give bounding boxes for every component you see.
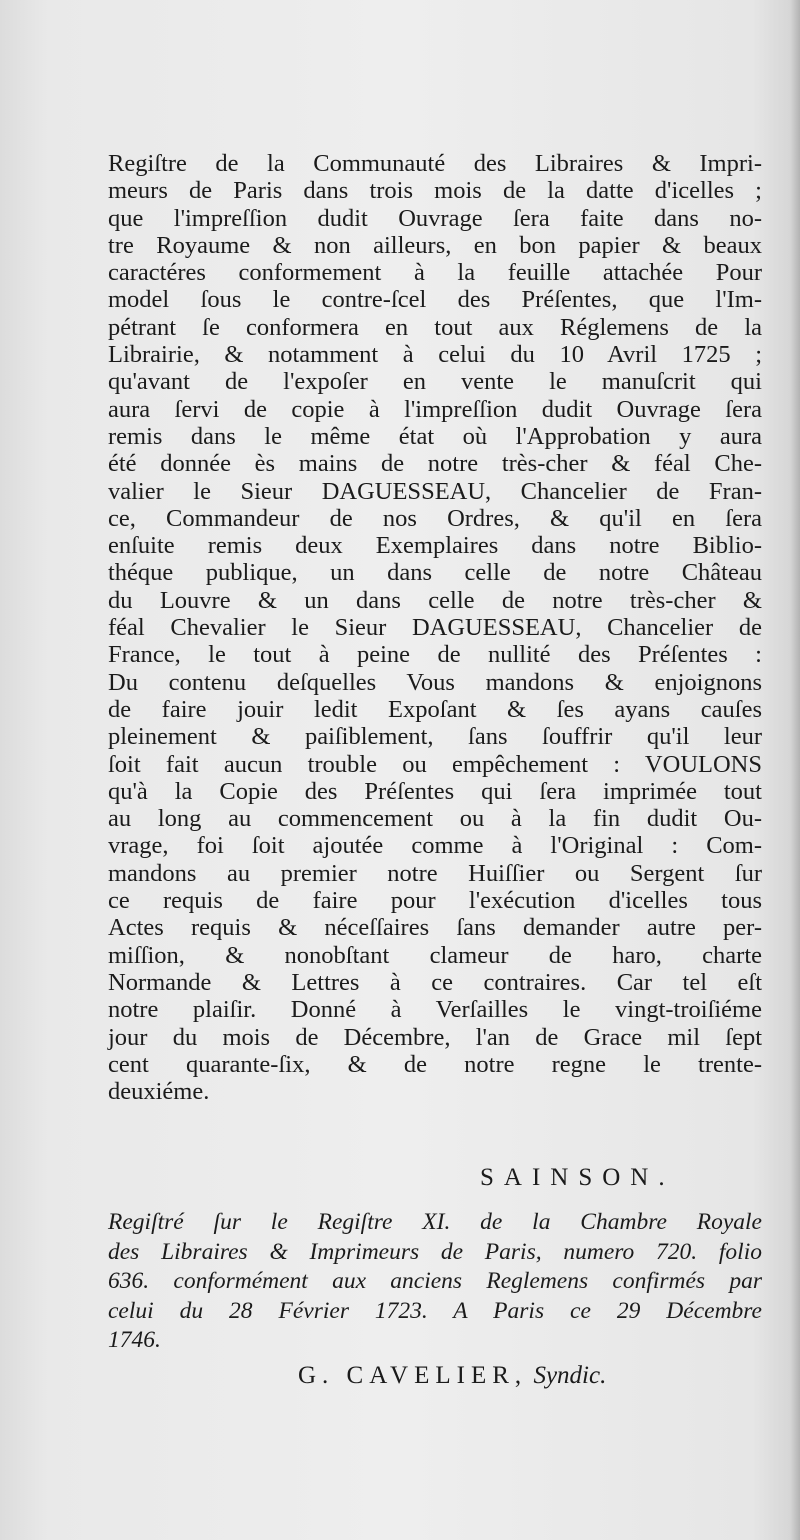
text-line: enſuite remis deux Exemplaires dans notre Biblio-: [108, 532, 762, 560]
text-line: miſſion, & nonobſtant clameur de haro, charte: [108, 941, 762, 969]
text-line: au long au commencement ou à la fin dudit Ou-: [108, 805, 762, 833]
text-line: model ſous le contre-ſcel des Préſentes, que l'Im-: [108, 286, 762, 314]
text-line: caractéres conformement à la feuille attachée Pour: [108, 259, 762, 287]
text-line: qu'avant de l'expoſer en vente le manuſcrit qui: [108, 368, 762, 396]
text-line: été donnée ès mains de notre très-cher & féal Che-: [108, 450, 762, 478]
signatory-name: G. CAVELIER,: [298, 1362, 528, 1389]
text-line: valier le Sieur DAGUESSEAU, Chancelier de Fran-: [108, 477, 762, 505]
text-line: ce requis de faire pour l'exécution d'icelles tous: [108, 887, 762, 915]
text-line: pétrant ſe conformera en tout aux Réglemens de la: [108, 313, 762, 341]
registry-line: 1746.: [108, 1327, 161, 1353]
text-line: féal Chevalier le Sieur DAGUESSEAU, Chancelier de: [108, 614, 762, 642]
registry-line: celui du 28 Février 1723. A Paris ce 29 Décembre: [108, 1297, 762, 1324]
text-line: France, le tout à peine de nullité des Préſentes :: [108, 641, 762, 669]
text-line: Librairie, & notamment à celui du 10 Avril 1725 ;: [108, 341, 762, 369]
text-line: Du contenu deſquelles Vous mandons & enjoignons: [108, 668, 762, 696]
signature-cavelier: [298, 1362, 606, 1390]
text-line: mandons au premier notre Huiſſier ou Sergent ſur: [108, 859, 762, 887]
text-line: cent quarante-ſix, & de notre regne le trente-: [108, 1050, 762, 1078]
text-line: deuxiéme.: [108, 1078, 210, 1106]
text-line: meurs de Paris dans trois mois de la datte d'icelles ;: [108, 177, 762, 205]
text-line: de faire jouir ledit Expoſant & ſes ayans cauſes: [108, 695, 762, 723]
text-line: que l'impreſſion dudit Ouvrage ſera faite dans no-: [108, 204, 762, 232]
text-line: théque publique, un dans celle de notre Château: [108, 559, 762, 587]
page-edge-shadow: [790, 0, 800, 1540]
text-line: aura ſervi de copie à l'impreſſion dudit Ouvrage ſera: [108, 395, 762, 423]
registry-line: des Libraires & Imprimeurs de Paris, numero 720. folio: [108, 1238, 762, 1265]
text-line: jour du mois de Décembre, l'an de Grace mil ſept: [108, 1023, 762, 1051]
text-line: du Louvre & un dans celle de notre très-cher &: [108, 586, 762, 614]
registry-line: 636. conformément aux anciens Reglemens confirmés par: [108, 1268, 762, 1294]
text-line: notre plaiſir. Donné à Verſailles le vingt-troiſiéme: [108, 996, 762, 1024]
text-line: tre Royaume & non ailleurs, en bon papier & beaux: [108, 231, 762, 259]
privilege-text: [108, 150, 762, 1105]
text-line: Actes requis & néceſſaires ſans demander autre per-: [108, 914, 762, 942]
text-line: Regiſtre de la Communauté des Libraires & Impri-: [108, 150, 762, 177]
text-line: ſoit fait aucun trouble ou empêchement : VOULONS: [108, 750, 762, 778]
registry-line: Regiſtré ſur le Regiſtre XI. de la Chambre Royale: [108, 1209, 762, 1235]
text-line: remis dans le même état où l'Approbation y aura: [108, 422, 762, 450]
text-line: ce, Commandeur de nos Ordres, & qu'il en ſera: [108, 504, 762, 532]
text-line: vrage, foi ſoit ajoutée comme à l'Original : Com-: [108, 832, 762, 860]
signature-sainson: SAINSON.: [480, 1164, 675, 1191]
text-line: Normande & Lettres à ce contraires. Car tel eſt: [108, 968, 762, 996]
registry-note: [108, 1208, 762, 1356]
text-line: qu'à la Copie des Préſentes qui ſera imprimée tout: [108, 777, 762, 805]
signatory-title: Syndic.: [533, 1362, 607, 1389]
text-line: pleinement & paiſiblement, ſans ſouffrir qu'il leur: [108, 723, 762, 751]
